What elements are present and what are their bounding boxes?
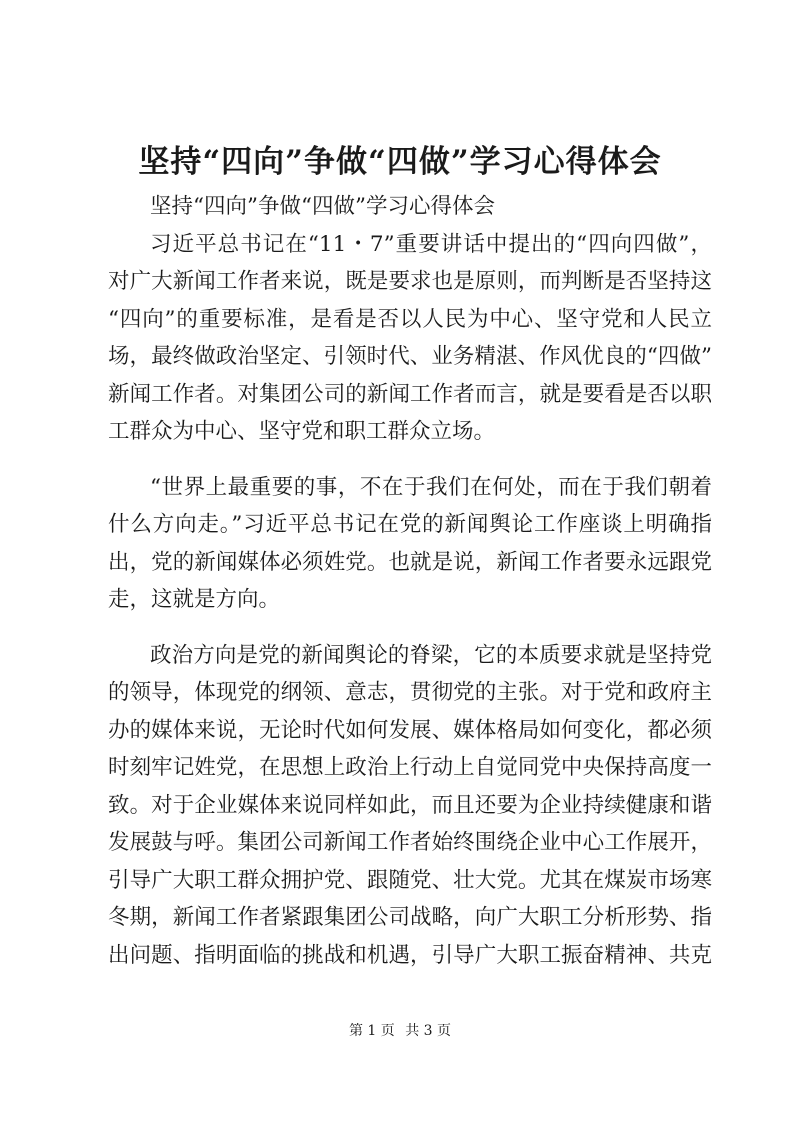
- page-total: 共 3 页: [405, 1023, 452, 1039]
- paragraph-line: 新闻工作者。对集团公司的新闻工作者而言，就是要看是否以职: [108, 381, 712, 407]
- paragraph-line: 办的媒体来说，无论时代如何发展、媒体格局如何变化，都必须: [108, 717, 712, 743]
- paragraph-line: 对广大新闻工作者来说，既是要求也是原则，而判断是否坚持这: [108, 269, 712, 294]
- paragraph-1: [108, 226, 712, 451]
- paragraph-line: 场，最终做政治坚定、引领时代、业务精湛、作风优良的“四做”: [108, 344, 712, 369]
- subtitle-line: 坚持“四向”争做“四做”学习心得体会: [150, 194, 495, 219]
- paragraph-line: 出，党的新闻媒体必须姓党。也就是说，新闻工作者要永远跟党: [108, 549, 712, 575]
- paragraph-line: 习近平总书记在“11・7”重要讲话中提出的“四向四做”，: [150, 231, 712, 257]
- paragraph-2: [108, 469, 712, 619]
- paragraph-3: [108, 637, 712, 975]
- paragraph-line: 什么方向走。”习近平总书记在党的新闻舆论工作座谈上明确指: [108, 512, 712, 537]
- paragraph-line: 时刻牢记姓党，在思想上政治上行动上自觉同党中央保持高度一: [108, 755, 712, 780]
- paragraph-line: 走，这就是方向。: [108, 587, 281, 612]
- paragraph-line: 政治方向是党的新闻舆论的脊梁，它的本质要求就是坚持党: [150, 642, 712, 668]
- paragraph-line: 的领导，体现党的纲领、意志，贯彻党的主张。对于党和政府主: [108, 680, 712, 705]
- paragraph-line: 工群众为中心、坚守党和职工群众立场。: [108, 419, 496, 444]
- document-body: [108, 188, 712, 992]
- paragraph-line: 冬期，新闻工作者紧跟集团公司战略，向广大职工分析形势、指: [108, 905, 712, 930]
- paragraph-line: 致。对于企业媒体来说同样如此，而且还要为企业持续健康和谐: [108, 792, 712, 818]
- subtitle-paragraph: [108, 188, 712, 226]
- paragraph-line: 出问题、指明面临的挑战和机遇，引导广大职工振奋精神、共克: [108, 942, 712, 968]
- page-number: 第 1 页: [348, 1023, 395, 1039]
- paragraph-line: “世界上最重要的事，不在于我们在何处，而在于我们朝着: [150, 474, 712, 500]
- page-footer: [0, 1021, 800, 1041]
- paragraph-line: 引导广大职工群众拥护党、跟随党、壮大党。尤其在煤炭市场寒: [108, 867, 712, 893]
- paragraph-line: “四向”的重要标准，是看是否以人民为中心、坚守党和人民立: [108, 306, 712, 332]
- paragraph-line: 发展鼓与呼。集团公司新闻工作者始终围绕企业中心工作展开，: [108, 830, 712, 855]
- document-title: 坚持“四向”争做“四做”学习心得体会: [138, 144, 662, 180]
